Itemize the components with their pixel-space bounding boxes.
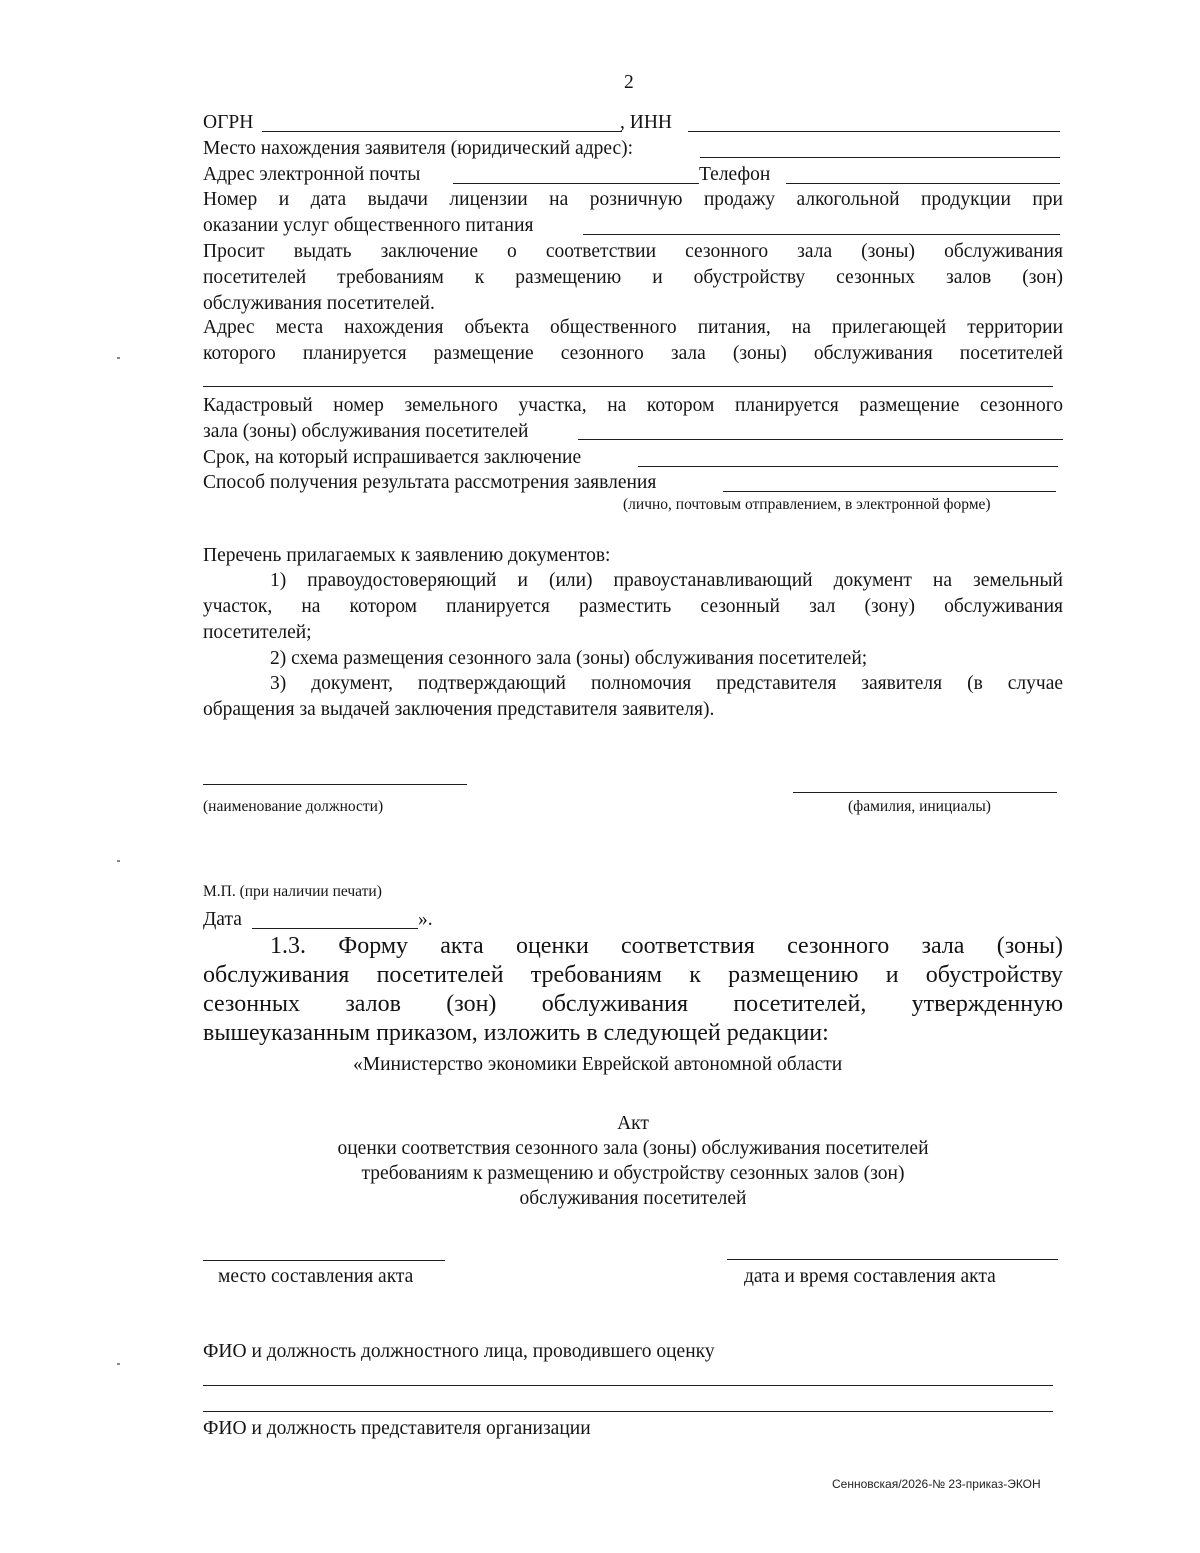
- method-hint: (лично, почтовым отправлением, в электронной форме): [623, 496, 991, 513]
- date-end: ».: [418, 909, 433, 930]
- footer-reference: Сенновская/2026-№ 23-приказ-ЭКОН: [832, 1477, 1041, 1491]
- request-line-2: посетителей требованиям к размещению и обустройству сезонных залов (зон): [203, 267, 1063, 288]
- representative-label: ФИО и должность представителя организации: [203, 1418, 591, 1439]
- order-line-2: обслуживания посетителей требованиям к размещению и обустройству: [203, 962, 1063, 988]
- stamp-label: М.П. (при наличии печати): [203, 883, 382, 900]
- license-field-line: [583, 234, 1060, 235]
- object-address-paragraph: [203, 315, 1063, 367]
- documents-heading: Перечень прилагаемых к заявлению документов:: [203, 545, 611, 566]
- place-field-line: [203, 1260, 445, 1261]
- name-caption: (фамилия, инициалы): [848, 798, 991, 815]
- name-signature-line: [793, 792, 1057, 793]
- request-paragraph: [203, 239, 1063, 317]
- object-address-field-line: [203, 386, 1053, 387]
- scan-speck: [117, 860, 120, 862]
- order-line-4: вышеуказанным приказом, изложить в следующей редакции:: [203, 1020, 829, 1046]
- address-field-line: [700, 157, 1060, 158]
- documents-item-1-line-2: участок, на котором планируется разместить сезонный зал (зону) обслуживания: [203, 596, 1063, 617]
- page-number: 2: [624, 72, 634, 93]
- documents-item-1-line-1: 1) правоудостоверяющий и (или) правоустанавливающий документ на земельный: [270, 570, 1063, 591]
- phone-label: Телефон: [699, 164, 771, 185]
- act-subtitle-line-2: требованиям к размещению и обустройству сезонных залов (зон): [361, 1163, 905, 1184]
- object-address-line-2: которого планируется размещение сезонного зала (зоны) обслуживания посетителей: [203, 343, 1063, 364]
- order-line-1: 1.3. Форму акта оценки соответствия сезонного зала (зоны): [270, 933, 1063, 959]
- cadastral-line-1: Кадастровый номер земельного участка, на котором планируется размещение сезонного: [203, 395, 1063, 416]
- request-line-1: Просит выдать заключение о соответствии сезонного зала (зоны) обслуживания: [203, 241, 1063, 262]
- act-title: Акт: [617, 1113, 649, 1134]
- ogrn-label: ОГРН: [203, 112, 254, 133]
- scan-speck: [117, 357, 120, 359]
- official-field-line-2: [203, 1411, 1053, 1412]
- method-label: Способ получения результата рассмотрения заявления: [203, 472, 657, 493]
- act-ministry: «Министерство экономики Еврейской автономной области: [353, 1054, 843, 1075]
- term-label: Срок, на который испрашивается заключение: [203, 447, 582, 468]
- email-label: Адрес электронной почты: [203, 164, 421, 185]
- license-line-2: оказании услуг общественного питания: [203, 215, 534, 236]
- email-field-line: [453, 183, 699, 184]
- cadastral-field-line: [578, 439, 1063, 440]
- position-signature-line: [203, 784, 467, 785]
- datetime-caption: дата и время составления акта: [744, 1266, 996, 1287]
- term-field-line: [638, 466, 1058, 467]
- object-address-line-1: Адрес места нахождения объекта общественного питания, на прилегающей территории: [203, 317, 1063, 338]
- inn-label: , ИНН: [620, 112, 672, 133]
- order-line-3: сезонных залов (зон) обслуживания посетителей, утвержденную: [203, 991, 1063, 1017]
- address-label: Место нахождения заявителя (юридический адрес):: [203, 138, 634, 159]
- cadastral-paragraph: [203, 393, 1063, 445]
- ogrn-field-line: [262, 131, 622, 132]
- date-label: Дата: [203, 909, 242, 930]
- license-paragraph: [203, 187, 1063, 239]
- official-field-line: [203, 1385, 1053, 1386]
- documents-item-3-line-1: 3) документ, подтверждающий полномочия представителя заявителя (в случае: [270, 673, 1063, 694]
- official-label: ФИО и должность должностного лица, проводившего оценку: [203, 1341, 715, 1362]
- scan-speck: [117, 1363, 120, 1365]
- inn-field-line: [688, 131, 1060, 132]
- act-subtitle-line-1: оценки соответствия сезонного зала (зоны) обслуживания посетителей: [337, 1138, 929, 1159]
- place-caption: место составления акта: [218, 1266, 414, 1287]
- request-line-3: обслуживания посетителей.: [203, 293, 435, 314]
- documents-item-1-line-3: посетителей;: [203, 622, 312, 643]
- phone-field-line: [786, 183, 1060, 184]
- documents-item-2: 2) схема размещения сезонного зала (зоны) обслуживания посетителей;: [270, 648, 868, 669]
- cadastral-line-2: зала (зоны) обслуживания посетителей: [203, 421, 529, 442]
- act-subtitle-line-3: обслуживания посетителей: [519, 1188, 747, 1209]
- documents-item-3-line-2: обращения за выдачей заключения представителя заявителя).: [203, 699, 715, 720]
- license-line-1: Номер и дата выдачи лицензии на розничную продажу алкогольной продукции при: [203, 189, 1063, 210]
- documents-item-3: [203, 671, 1063, 723]
- position-caption: (наименование должности): [203, 798, 384, 815]
- order-paragraph: [203, 932, 1063, 1048]
- date-field-line: [252, 928, 418, 929]
- documents-item-1: [203, 568, 1063, 646]
- method-field-line: [723, 491, 1056, 492]
- datetime-field-line: [727, 1259, 1058, 1260]
